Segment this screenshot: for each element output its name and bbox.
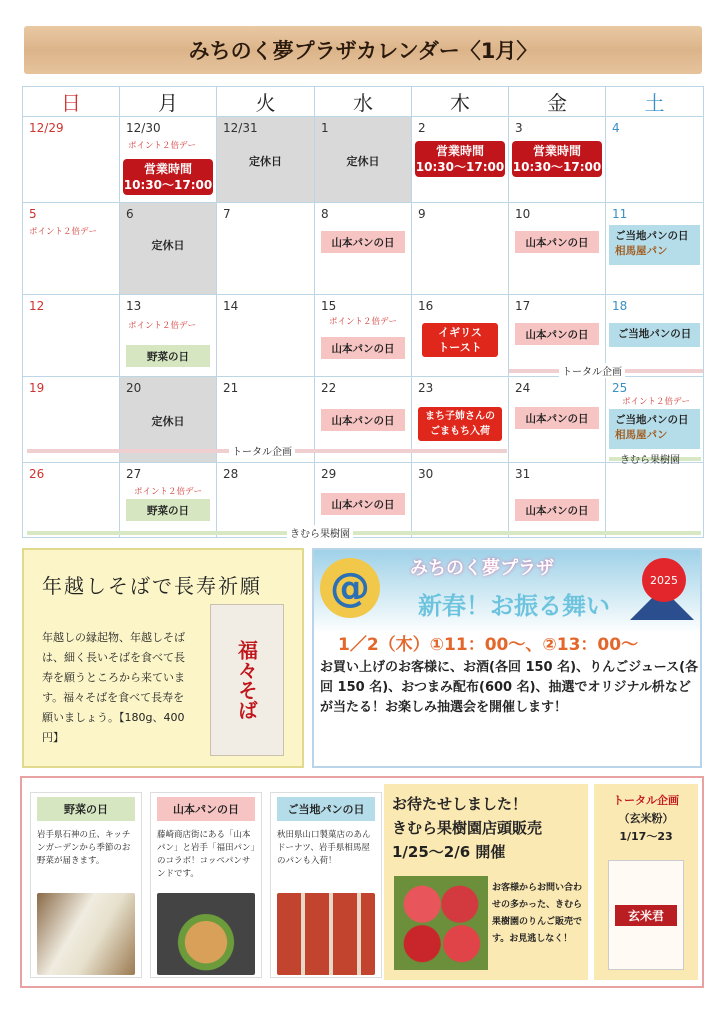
yamamoto-pan-label: 山本パンの日	[515, 407, 599, 429]
yamamoto-pan-label: 山本パンの日	[321, 493, 405, 515]
day-number: 11	[612, 207, 628, 221]
day-number: 9	[418, 207, 426, 221]
hours-label: 営業時間	[435, 144, 484, 158]
yamamoto-pan-label: 山本パンの日	[515, 499, 599, 521]
yasai-label: 野菜の日	[126, 499, 210, 521]
point-day-label: ポイント２倍デー	[134, 487, 203, 497]
day-cell	[412, 295, 509, 377]
day-cell	[509, 463, 606, 538]
day-number: 10	[515, 207, 531, 221]
day-number: 31	[515, 467, 531, 481]
day-cell	[509, 377, 606, 463]
day-cell	[217, 203, 315, 295]
day-number: 3	[515, 121, 523, 135]
day-cell	[120, 117, 217, 203]
yamamoto-pan-label: 山本パンの日	[321, 231, 405, 253]
brown-rice-package-image	[608, 860, 684, 970]
day-cell	[509, 117, 606, 203]
day-number: 28	[223, 467, 239, 481]
calendar	[22, 86, 704, 538]
gotochi-label: ご当地パンの日	[615, 414, 689, 426]
day-number: 26	[29, 467, 45, 481]
day-cell	[315, 117, 412, 203]
day-number: 14	[223, 299, 239, 313]
yasai-text: 岩手県石神の丘、キッチンガーデンから季節のお野菜が届きます。	[37, 830, 131, 866]
weekday-sat: 土	[606, 87, 703, 117]
day-cell	[606, 203, 703, 295]
day-number: 6	[126, 207, 134, 221]
day-number: 5	[29, 207, 37, 221]
events-section	[20, 776, 704, 988]
day-number: 12/29	[29, 121, 64, 135]
day-number: 29	[321, 467, 337, 481]
new-year-text: お買い上げのお客様に、お酒(各回 150 名)、りんごジュース(各回 150 名)、おつまみ配布(600 名)、抽選でオリジナル枡などが当たる！お楽しみ抽選会を開催します！	[320, 660, 699, 715]
vegetable-photo	[37, 893, 135, 975]
machiko-line2: ごまもち入荷	[430, 426, 490, 437]
apple-text: お客様からお問い合わせの多かった、きむら果樹園のりんご販売です。お見逃しなく！	[492, 883, 583, 944]
soba-title: 年越しそばで長寿祈願	[42, 574, 262, 598]
day-number: 30	[418, 467, 434, 481]
soba-package-image	[210, 604, 284, 756]
gotochi-text: 秋田県山口製菓店のあんドーナツ、岩手県相馬屋のパンも入荷！	[277, 830, 371, 866]
day-number: 15	[321, 299, 337, 313]
point-day-label: ポイント２倍デー	[329, 317, 398, 327]
point-day-label: ポイント２倍デー	[29, 227, 98, 237]
apple-title-line2: きむら果樹園店頭販売	[392, 819, 543, 837]
day-number: 7	[223, 207, 231, 221]
day-number: 2	[418, 121, 426, 135]
day-number: 20	[126, 381, 142, 395]
day-cell	[120, 203, 217, 295]
day-cell	[606, 463, 703, 538]
soma-label: 相馬屋パン	[615, 429, 668, 441]
brown-rice-panel	[594, 784, 698, 980]
day-cell	[23, 117, 120, 203]
soba-text: 年越しの縁起物、年越しそばは、細く長いそばを食べて長寿を願うところから来ています。福々そばを食べて長寿を願いましょう。【180g、400 円】	[42, 631, 185, 744]
apple-photo	[394, 876, 488, 970]
day-number: 23	[418, 381, 434, 395]
day-number: 21	[223, 381, 239, 395]
hours-time: 10:30～17:00	[512, 160, 602, 174]
day-cell	[315, 203, 412, 295]
day-cell	[412, 463, 509, 538]
closed-label: 定休日	[249, 155, 282, 168]
day-number: 25	[612, 381, 628, 395]
closed-label: 定休日	[151, 239, 185, 252]
closed-label: 定休日	[151, 415, 185, 428]
apple-title	[392, 792, 542, 864]
day-number: 16	[418, 299, 434, 313]
yamamoto-text: 藤崎商店街にある「山本パン」と岩手「福田パン」のコラボ！コッペパンサンドです。	[157, 830, 255, 879]
yamamoto-tag: 山本パンの日	[157, 797, 255, 821]
day-cell	[606, 117, 703, 203]
calendar-title: みちのく夢プラザカレンダー〈1月〉	[24, 26, 702, 74]
gotochi-pan-label: ご当地パンの日	[609, 323, 700, 347]
new-year-store-name: みちのく夢プラザ	[410, 558, 554, 579]
brown-rice-package-label: 玄米君	[615, 905, 677, 926]
day-cell	[23, 295, 120, 377]
day-cell	[23, 463, 120, 538]
day-cell	[120, 463, 217, 538]
day-number: 4	[612, 121, 620, 135]
closed-label: 定休日	[346, 155, 380, 168]
yasai-label: 野菜の日	[126, 345, 210, 367]
day-cell	[412, 117, 509, 203]
day-cell	[217, 295, 315, 377]
point-day-label: ポイント２倍デー	[622, 397, 691, 407]
gotochi-tag: ご当地パンの日	[277, 797, 375, 821]
soba-section	[22, 548, 304, 768]
weekday-tue: 火	[217, 87, 315, 117]
gotochi-pan-label	[609, 225, 700, 265]
kimura-orchard-line	[27, 531, 701, 535]
day-number: 27	[126, 467, 142, 481]
day-number: 12	[29, 299, 45, 313]
business-hours-box	[123, 159, 213, 195]
yamamoto-pan-label: 山本パンの日	[321, 409, 405, 431]
yasai-column	[30, 792, 142, 978]
new-year-date: 1／2（木）①11：00～、②13：00～	[338, 635, 639, 655]
rice-title-line1: トータル企画	[613, 794, 679, 807]
gotochi-pan-label	[609, 409, 700, 449]
igirisu-line2: トースト	[438, 341, 482, 354]
day-number: 12/30	[126, 121, 161, 135]
bread-photo	[157, 893, 255, 975]
igirisu-toast-label	[422, 323, 498, 357]
yamamoto-pan-label: 山本パンの日	[321, 337, 405, 359]
day-number: 24	[515, 381, 531, 395]
day-number: 8	[321, 207, 329, 221]
kimura-orchard-label: きむら果樹園	[287, 525, 353, 540]
weekday-sun: 日	[23, 87, 120, 117]
gotochi-label: ご当地パンの日	[615, 230, 689, 242]
yamamoto-pan-label: 山本パンの日	[515, 323, 599, 345]
point-day-label: ポイント２倍デー	[128, 321, 197, 331]
business-hours-box	[415, 141, 505, 177]
hours-label: 営業時間	[143, 162, 192, 176]
kimura-orchard-label: きむら果樹園	[620, 455, 680, 466]
day-number: 22	[321, 381, 337, 395]
apple-sale-panel	[384, 784, 588, 980]
donut-photo	[277, 893, 375, 975]
day-cell	[120, 295, 217, 377]
hours-time: 10:30～17:00	[415, 160, 505, 174]
day-number: 18	[612, 299, 628, 313]
new-year-section	[312, 548, 702, 768]
day-cell	[315, 295, 412, 377]
day-cell	[509, 203, 606, 295]
soba-package-label: 福々そば	[234, 640, 259, 720]
yasai-tag: 野菜の日	[37, 797, 135, 821]
weekday-mon: 月	[120, 87, 217, 117]
weekday-thu: 木	[412, 87, 509, 117]
spiral-logo-icon: @	[320, 558, 380, 618]
business-hours-box	[512, 141, 602, 177]
machiko-line1: まち子姉さんの	[425, 411, 495, 422]
gotochi-column	[270, 792, 382, 978]
weekday-fri: 金	[509, 87, 606, 117]
day-number: 17	[515, 299, 531, 313]
day-number: 19	[29, 381, 45, 395]
new-year-title: 新春！お振る舞い	[418, 592, 610, 620]
point-day-label: ポイント２倍デー	[128, 141, 197, 151]
total-campaign-label: トータル企画	[229, 443, 295, 458]
hours-time: 10:30～17:00	[123, 178, 213, 192]
day-cell	[23, 203, 120, 295]
machiko-gomamochi-label	[418, 407, 502, 441]
rice-title-line3: 1/17～23	[619, 830, 673, 843]
day-number: 13	[126, 299, 142, 313]
brown-rice-title	[594, 792, 698, 846]
yamamoto-pan-label: 山本パンの日	[515, 231, 599, 253]
day-cell	[412, 203, 509, 295]
hours-label: 営業時間	[532, 144, 581, 158]
weekday-wed: 水	[315, 87, 412, 117]
igirisu-line1: イギリス	[438, 326, 482, 339]
day-number: 12/31	[223, 121, 258, 135]
total-campaign-label: トータル企画	[559, 363, 625, 378]
year-sun-badge: 2025	[642, 558, 686, 602]
apple-title-line1: お待たせしました！	[392, 795, 528, 813]
rice-title-line2: （玄米粉）	[618, 812, 674, 825]
yamamoto-column	[150, 792, 262, 978]
apple-title-line3: 1/25～2/6 開催	[392, 843, 506, 861]
day-number: 1	[321, 121, 329, 135]
day-cell	[217, 117, 315, 203]
soma-label: 相馬屋パン	[615, 245, 668, 257]
